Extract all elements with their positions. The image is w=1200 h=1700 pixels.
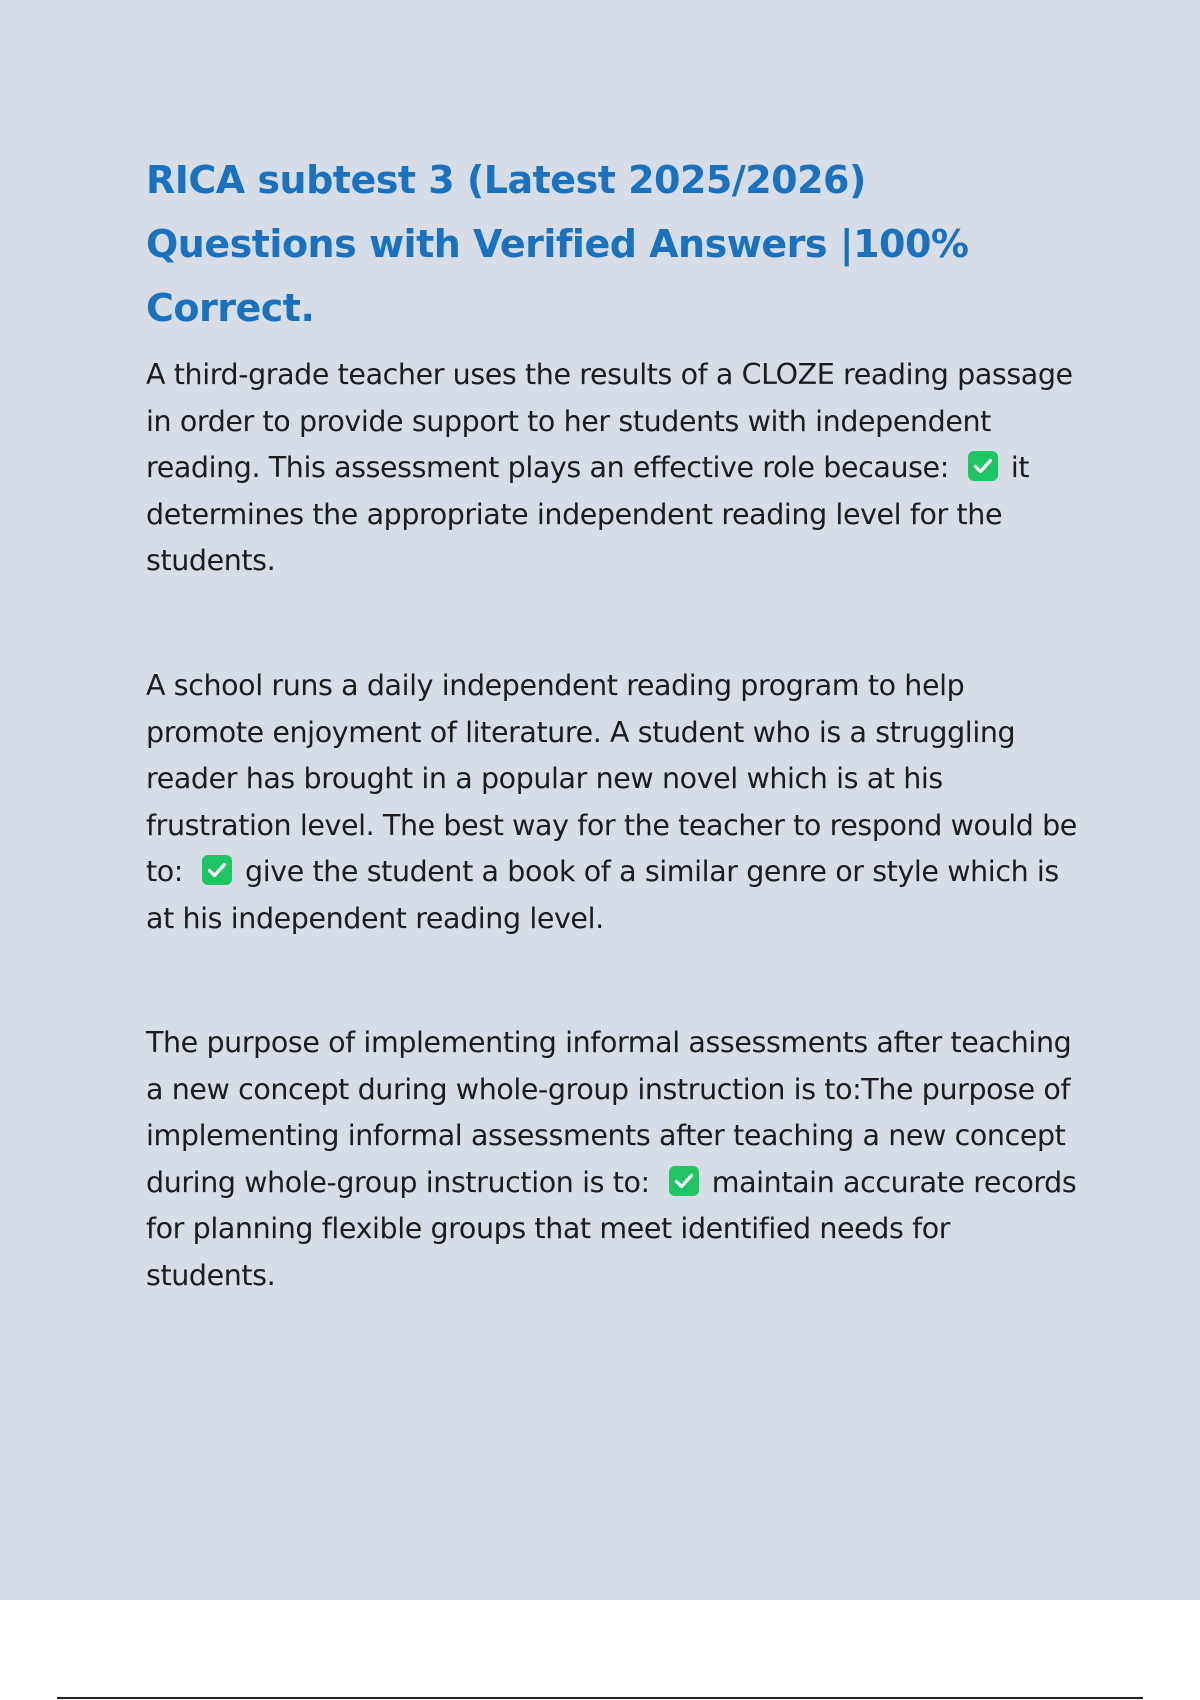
footer-divider (57, 1697, 1143, 1699)
question-text: A third-grade teacher uses the results of a CLOZE reading passage in order to provide support to her students with independent reading. This assessment plays an effective role because: (146, 358, 1073, 484)
qa-item (146, 663, 1086, 942)
answer-text: it determines the appropriate independent reading level for the students. (146, 451, 1030, 577)
check-mark-button-icon (201, 854, 233, 886)
question-text: A school runs a daily independent reading program to help promote enjoyment of literature. A student who is a struggling reader has brought in a popular new novel which is at his frustration level. The best way for the teacher to respond would be to: (146, 669, 1077, 888)
qa-item (146, 1020, 1086, 1299)
check-mark-button-icon (967, 450, 999, 482)
answer-text: give the student a book of a similar genre or style which is at his independent reading level. (146, 855, 1059, 935)
document-title: RICA subtest 3 (Latest 2025/2026) Questions with Verified Answers |100% Correct. (146, 158, 969, 330)
check-mark-button-icon (668, 1165, 700, 1197)
qa-item (146, 352, 1086, 585)
answer-text: maintain accurate records for planning flexible groups that meet identified needs for students. (146, 1165, 1077, 1292)
question-text: The purpose of implementing informal assessments after teaching a new concept during whole-group instruction is to:The purpose of implementing informal assessments after teaching a new concept during whole-group instruction is to: (146, 1026, 1072, 1199)
